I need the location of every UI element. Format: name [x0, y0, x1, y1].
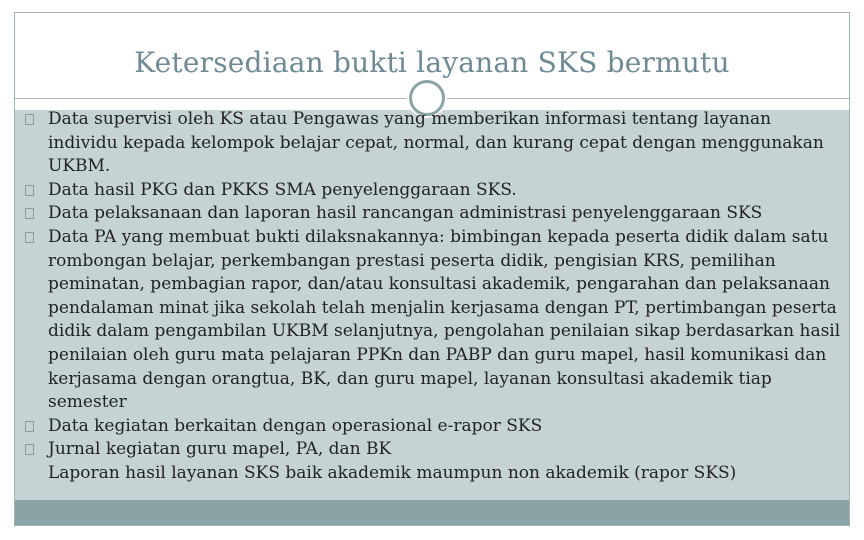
list-item — [22, 108, 842, 179]
square-bullet-icon — [25, 185, 34, 196]
list-item — [22, 438, 842, 462]
list-item — [22, 202, 842, 226]
list-item-text: Data PA yang membuat bukti dilaksnakannya: bimbingan kepada peserta didik dalam satu rombongan belajar, perkembangan prestasi peserta didik, pengisian KRS, pemilihan peminatan, pembagian rapor, dan/atau konsultasi akademik, pengarahan dan pelaksanaan pendalaman minat jika sekolah telah menjalin kerjasama dengan PT, pertimbangan peserta didik dalam pengambilan UKBM selanjutnya, pengolahan penilaian sikap berdasarkan hasil penilaian oleh guru mata pelajaran PPKn dan PABP dan guru mapel, hasil komunikasi dan kerjasama dengan orangtua, BK, dan guru mapel, layanan konsultasi akademik tiap semester — [48, 226, 841, 413]
list-item — [22, 462, 842, 486]
list-item — [22, 226, 842, 415]
square-bullet-icon — [25, 232, 34, 243]
list-item-text: Data supervisi oleh KS atau Pengawas yang memberikan informasi tentang layanan individu kepada kelompok belajar cepat, normal, dan kurang cepat dengan menggunakan UKBM. — [48, 109, 824, 177]
list-item-text: Data hasil PKG dan PKKS SMA penyelenggaraan SKS. — [48, 179, 517, 200]
list-item-text: Data kegiatan berkaitan dengan operasional e-rapor SKS — [48, 415, 543, 436]
slide-title: Ketersediaan bukti layanan SKS bermutu — [134, 46, 730, 79]
list-item-text: Laporan hasil layanan SKS baik akademik maumpun non akademik (rapor SKS) — [48, 462, 737, 483]
footer-bar — [15, 500, 849, 525]
square-bullet-icon — [25, 114, 34, 125]
square-bullet-icon — [25, 208, 34, 219]
list-item — [22, 415, 842, 439]
bullet-list — [22, 108, 842, 486]
square-bullet-icon — [25, 444, 34, 455]
list-item — [22, 179, 842, 203]
list-item-text: Jurnal kegiatan guru mapel, PA, dan BK — [48, 439, 392, 460]
square-bullet-icon — [25, 421, 34, 432]
list-item-text: Data pelaksanaan dan laporan hasil rancangan administrasi penyelenggaraan SKS — [48, 203, 763, 224]
